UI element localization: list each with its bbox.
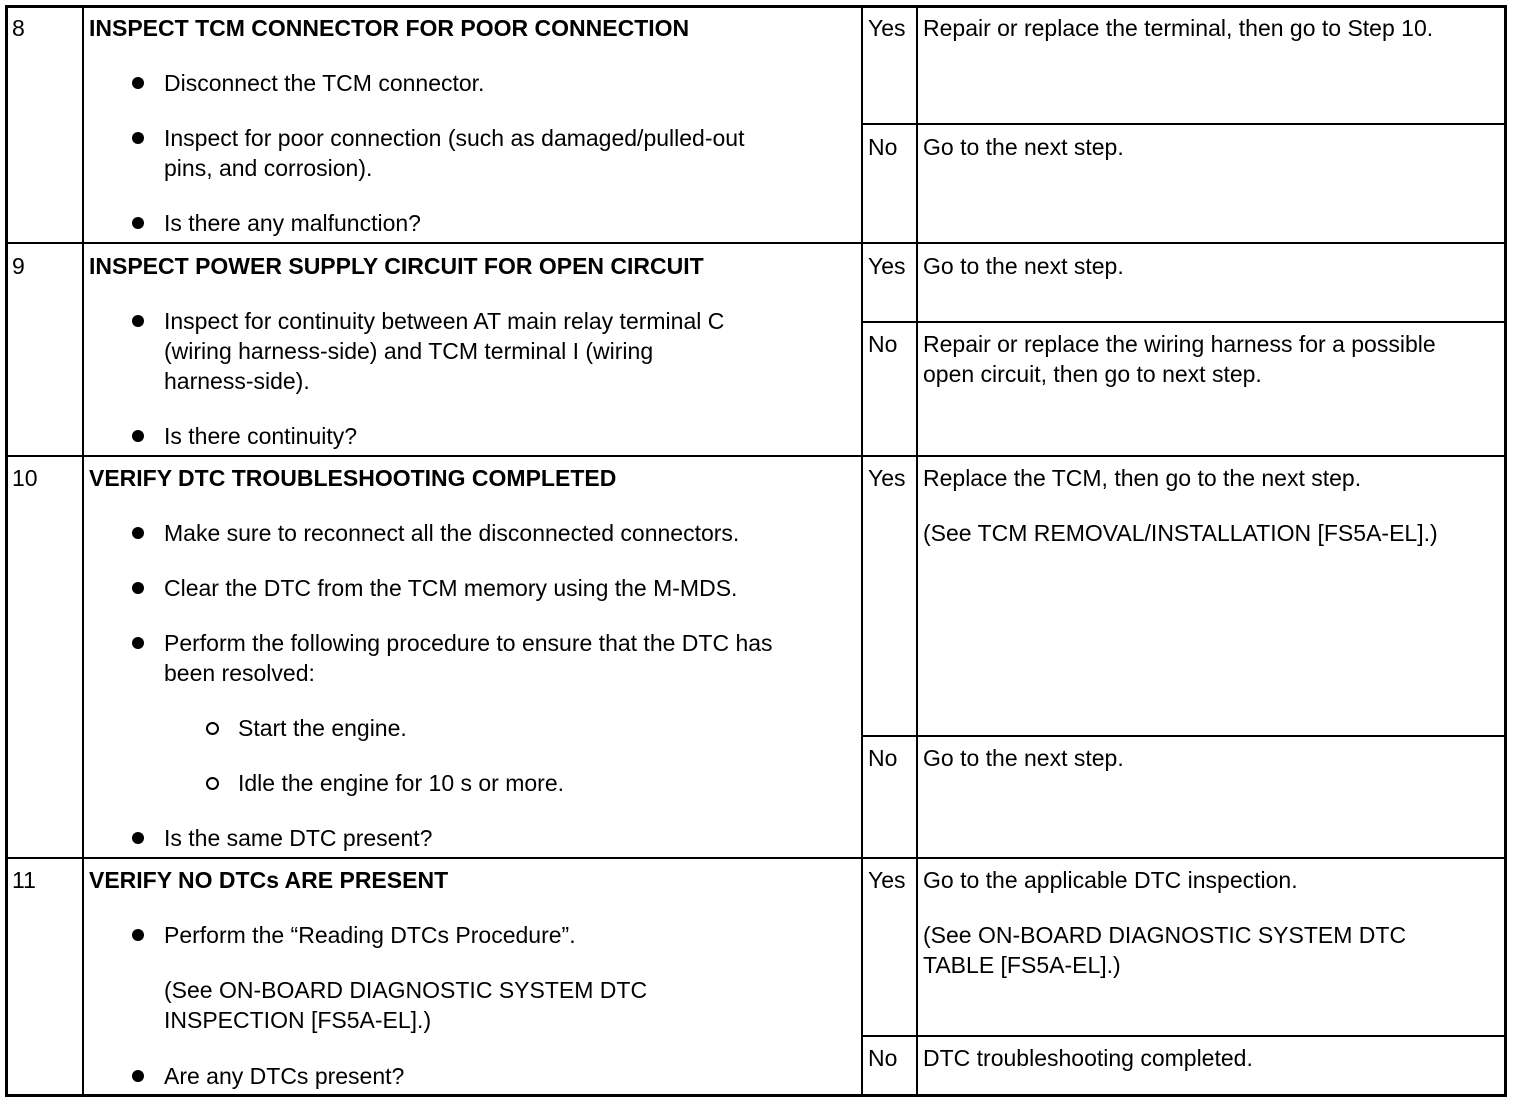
sub-item: Start the engine. [238, 715, 407, 741]
yes-action: TABLE [FS5A-EL].) [923, 952, 1121, 978]
yes-action: Go to the applicable DTC inspection. [923, 867, 1298, 893]
step-number: 8 [12, 15, 25, 41]
yes-action: Replace the TCM, then go to the next step. [923, 465, 1362, 491]
sub-item: Idle the engine for 10 s or more. [238, 770, 565, 796]
yes-action: Repair or replace the terminal, then go to Step 10. [923, 15, 1434, 41]
step-item: Clear the DTC from the TCM memory using the M-MDS. [164, 575, 738, 601]
column-divider [916, 5, 918, 1097]
no-label: No [868, 134, 898, 160]
bullet [132, 929, 144, 941]
yes-no-divider [861, 321, 1507, 323]
row-divider [5, 857, 1507, 859]
step-title: INSPECT POWER SUPPLY CIRCUIT FOR OPEN CIRCUIT [89, 253, 704, 279]
yes-no-divider [861, 735, 1507, 737]
step-number: 9 [12, 253, 25, 279]
yes-no-divider [861, 1035, 1507, 1037]
step-title: VERIFY DTC TROUBLESHOOTING COMPLETED [89, 465, 617, 491]
no-label: No [868, 1045, 898, 1071]
step-number: 10 [12, 465, 38, 491]
bullet [132, 527, 144, 539]
step-item: (See ON-BOARD DIAGNOSTIC SYSTEM DTC [164, 977, 648, 1003]
no-action: open circuit, then go to next step. [923, 361, 1262, 387]
row-divider [5, 242, 1507, 244]
bullet [132, 637, 144, 649]
row-divider [5, 455, 1507, 457]
no-action: Repair or replace the wiring harness for a possible [923, 331, 1436, 357]
sub-bullet [206, 722, 219, 735]
step-item: (wiring harness-side) and TCM terminal I (wiring [164, 338, 654, 364]
step-item: been resolved: [164, 660, 315, 686]
yes-label: Yes [868, 465, 906, 491]
yes-action: (See ON-BOARD DIAGNOSTIC SYSTEM DTC [923, 922, 1407, 948]
yes-label: Yes [868, 867, 906, 893]
step-item: Is the same DTC present? [164, 825, 433, 851]
bullet [132, 315, 144, 327]
step-title: VERIFY NO DTCs ARE PRESENT [89, 867, 449, 893]
step-item: Perform the following procedure to ensure that the DTC has [164, 630, 773, 656]
column-divider [82, 5, 84, 1097]
step-item: Inspect for poor connection (such as damaged/pulled-out [164, 125, 745, 151]
bullet [132, 430, 144, 442]
no-label: No [868, 331, 898, 357]
step-number: 11 [12, 867, 36, 893]
step-item: Is there any malfunction? [164, 210, 421, 236]
no-action: Go to the next step. [923, 745, 1124, 771]
bullet [132, 77, 144, 89]
column-divider [861, 5, 863, 1097]
sub-bullet [206, 777, 219, 790]
no-action: DTC troubleshooting completed. [923, 1045, 1253, 1071]
step-item: Are any DTCs present? [164, 1063, 405, 1089]
yes-no-divider [861, 123, 1507, 125]
bullet [132, 1070, 144, 1082]
no-action: Go to the next step. [923, 134, 1124, 160]
step-item: Make sure to reconnect all the disconnected connectors. [164, 520, 740, 546]
bullet [132, 582, 144, 594]
step-item: pins, and corrosion). [164, 155, 373, 181]
step-item: harness-side). [164, 368, 310, 394]
step-item: Is there continuity? [164, 423, 358, 449]
step-title: INSPECT TCM CONNECTOR FOR POOR CONNECTION [89, 15, 690, 41]
yes-label: Yes [868, 15, 906, 41]
step-item: INSPECTION [FS5A-EL].) [164, 1007, 432, 1033]
step-item: Disconnect the TCM connector. [164, 70, 485, 96]
bullet [132, 132, 144, 144]
yes-action: Go to the next step. [923, 253, 1124, 279]
step-item: Perform the “Reading DTCs Procedure”. [164, 922, 576, 948]
yes-action: (See TCM REMOVAL/INSTALLATION [FS5A-EL].) [923, 520, 1438, 546]
bullet [132, 832, 144, 844]
bullet [132, 217, 144, 229]
no-label: No [868, 745, 898, 771]
step-item: Inspect for continuity between AT main relay terminal C [164, 308, 725, 334]
yes-label: Yes [868, 253, 906, 279]
